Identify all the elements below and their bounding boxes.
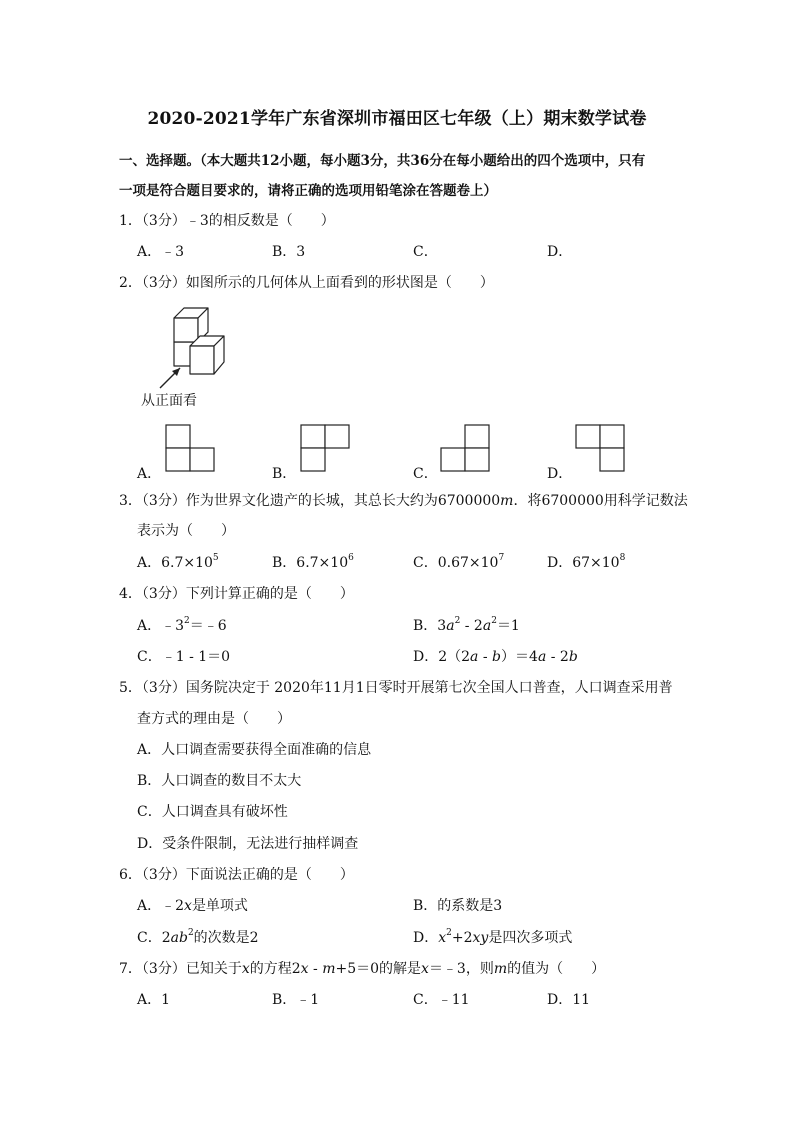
q5-stem-line2: 查方式的理由是（ ） [137, 711, 291, 727]
q4-option-a: A．$﹣3^2=﹣6$ [137, 616, 227, 634]
q7-option-d: D．11 [547, 992, 591, 1008]
q5-option-a: A．人口调查需要获得全面准确的信息 [137, 742, 372, 758]
q2-option-a: A． [137, 466, 162, 482]
q2-option-d: D． [547, 466, 573, 482]
q6-option-d: D．$x^2+2xy$是四次多项式 [413, 928, 573, 946]
q3-option-a: A．$6.7\times 10^5$ [137, 553, 219, 571]
q4-stem: 4．（3分）下列计算正确的是（ ） [119, 586, 354, 602]
page-title: 2020-2021学年广东省深圳市福田区七年级（上）期末数学试卷 [147, 109, 647, 129]
q7-option-c: C．﹣11 [413, 992, 470, 1008]
q2-option-a-figure [165, 424, 215, 472]
q4-option-c: C．﹣1 - 1＝0 [137, 649, 231, 665]
q1-stem: 1．（3分）﹣3的相反数是（ ） [119, 213, 335, 229]
q1-option-b: B．3 [272, 244, 306, 260]
q1-option-a: A．﹣3 [137, 244, 185, 260]
q7-option-a: A．1 [137, 992, 171, 1008]
q6-stem: 6．（3分）下面说法正确的是（ ） [119, 867, 354, 883]
q6-option-c: C．$2ab^2$的次数是2 [137, 928, 259, 946]
q3-option-b: B．$6.7\times 10^6$ [272, 553, 354, 571]
q4-option-d: D．2（2a - b）＝4a - 2b [413, 649, 578, 665]
q3-stem-line1: 3．（3分）作为世界文化遗产的长城，其总长大约为6700000m．将6700000用科学记数法 [119, 493, 688, 509]
q5-stem-line1: 5．（3分）国务院决定于 2020年11月1日零时开展第七次全国人口普查，人口调查采用普 [119, 680, 673, 696]
section-instructions-line1: 一、选择题。（本大题共12小题，每小题3分，共36分在每小题给出的四个选项中，只有 [119, 153, 646, 169]
q1-option-d: D． [547, 244, 573, 260]
q2-stem: 2．（3分）如图所示的几何体从上面看到的形状图是（ ） [119, 275, 494, 291]
q4-option-b: B．$3a^2 - 2a^2=1$ [413, 616, 520, 634]
q6-option-b: B．的系数是3 [413, 898, 503, 914]
q7-stem: 7．（3分）已知关于x的方程2x - m+5＝0的解是x＝﹣3，则m的值为（ ） [119, 961, 606, 977]
section-instructions-line2: 一项是符合题目要求的，请将正确的选项用铅笔涂在答题卷上） [119, 183, 497, 199]
q2-option-c-figure [440, 424, 490, 472]
q5-option-d: D．受条件限制，无法进行抽样调查 [137, 836, 359, 852]
q3-option-c: C．$0.67\times 10^7$ [413, 553, 505, 571]
q2-option-b: B． [272, 466, 297, 482]
q3-option-d: D．$67\times 10^8$ [547, 553, 626, 571]
q5-option-c: C．人口调查具有破坏性 [137, 804, 288, 820]
q5-option-b: B．人口调查的数目不太大 [137, 773, 302, 789]
cube-solid-figure [140, 300, 260, 400]
q2-option-b-figure [300, 424, 350, 472]
q3-stem-line2: 表示为（ ） [137, 523, 235, 539]
q7-option-b: B．﹣1 [272, 992, 320, 1008]
q6-option-a: A．﹣2x是单项式 [137, 898, 248, 914]
q2-option-c: C． [413, 466, 438, 482]
q2-option-d-figure [575, 424, 625, 472]
q1-option-c: C． [413, 244, 438, 260]
figure-caption: 从正面看 [141, 393, 197, 409]
